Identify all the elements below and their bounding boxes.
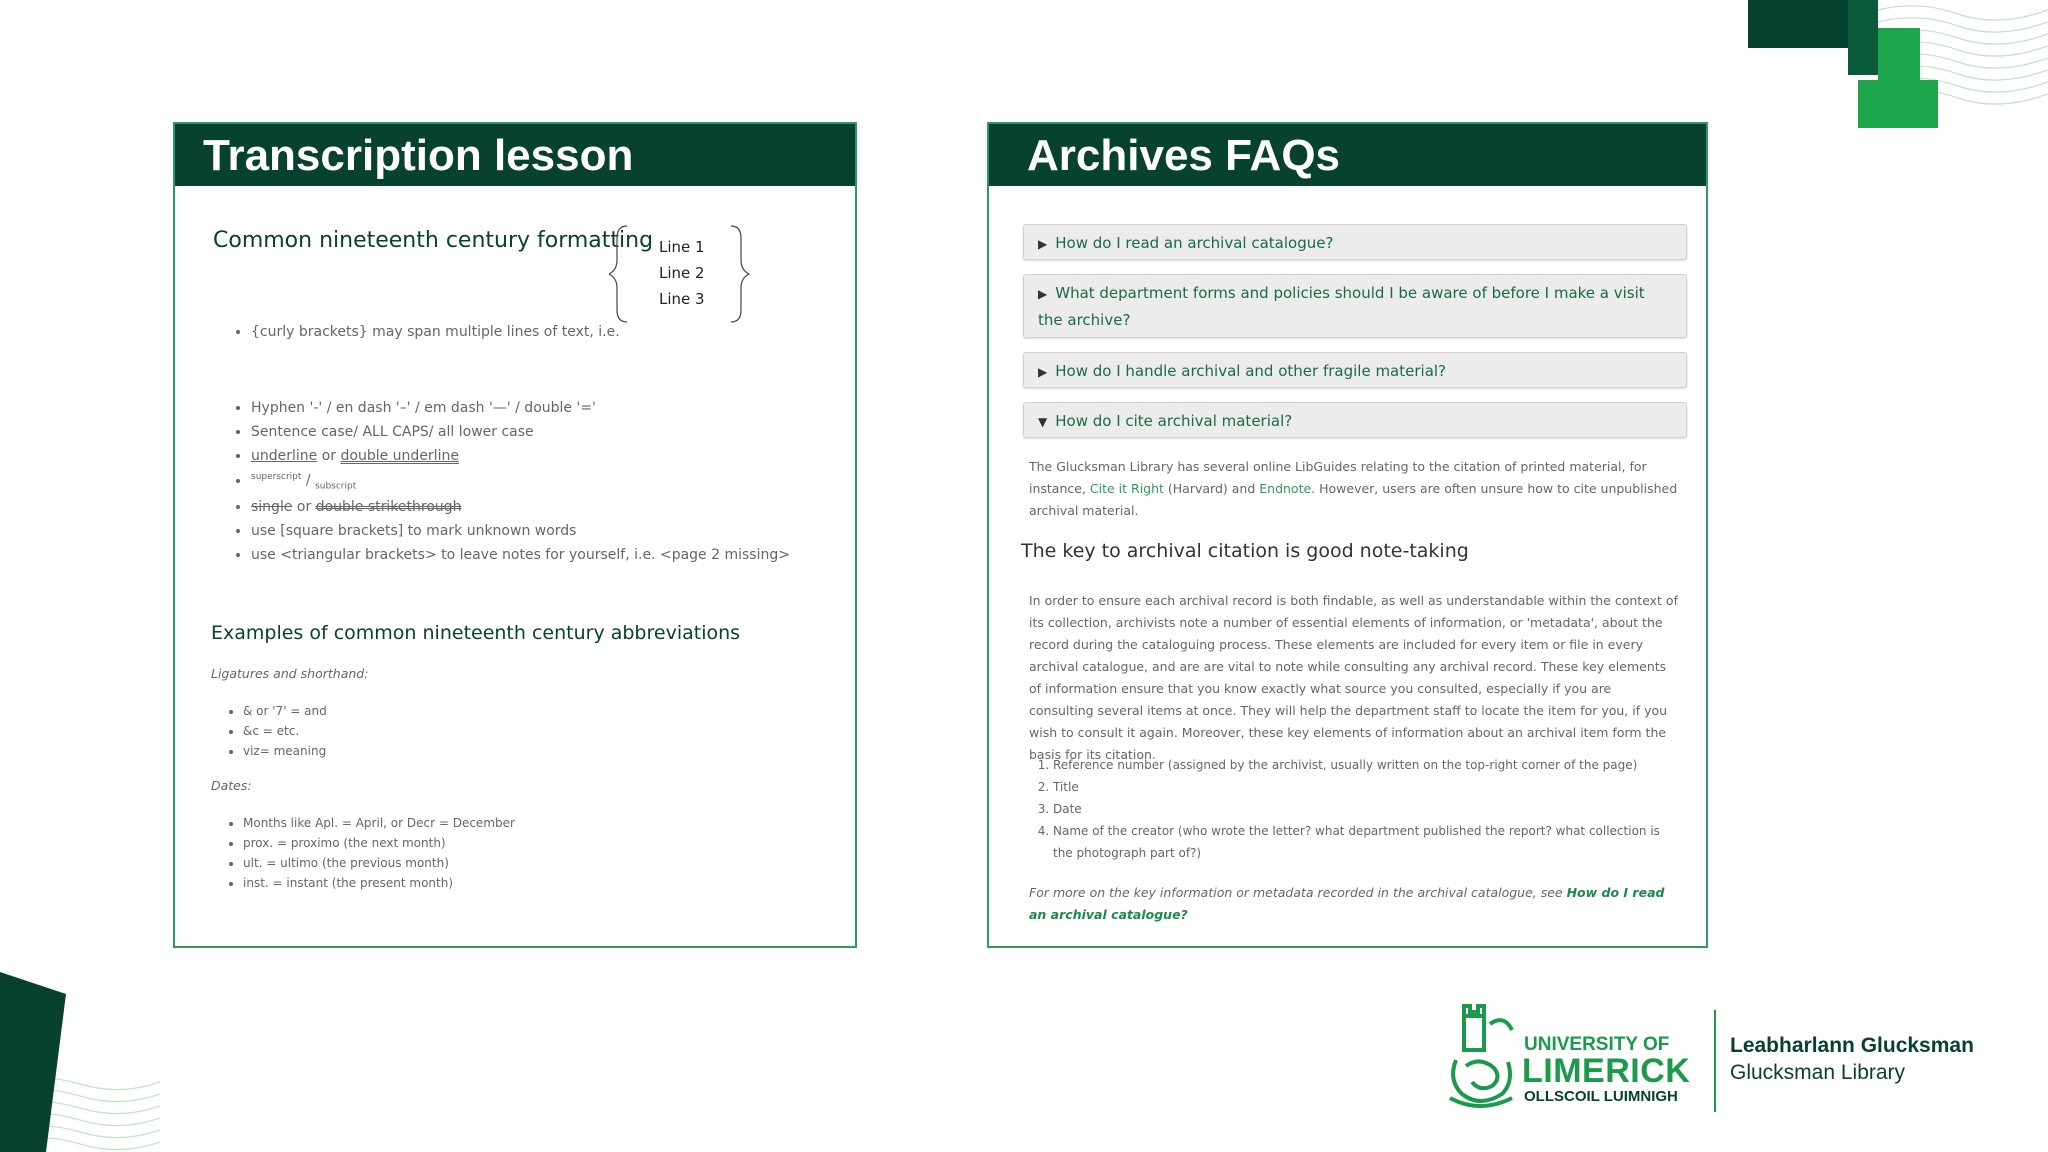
list-item-strikethrough <box>251 499 831 515</box>
library-name-irish: Leabharlann Glucksman <box>1730 1034 1974 1057</box>
note-text: For more on the key information or metadata recorded in the archival catalogue, see <box>1029 885 1567 900</box>
faq-question: How do I handle archival and other fragile material? <box>1055 362 1447 380</box>
double-strikethrough-example: double strikethrough <box>315 499 462 516</box>
list-item-super-sub <box>251 472 831 491</box>
logo-divider <box>1714 1010 1716 1112</box>
list-item-square: • use [square brackets] to mark unknown words <box>251 523 831 539</box>
panel-title: Archives FAQs <box>989 124 1706 186</box>
list-item: 4. Name of the creator (who wrote the letter? what department published the report? what collection is the photograph part of?) <box>1053 820 1683 864</box>
list-item: • Months like Apl. = April, or Decr = December <box>243 816 823 830</box>
faq-handle-fragile[interactable] <box>1023 352 1687 388</box>
ligatures-list <box>243 704 803 764</box>
list-item: • ult. = ultimo (the previous month) <box>243 856 823 870</box>
subscript-example: subscript <box>315 481 357 492</box>
faq-question: What department forms and policies should I be aware of before I make a visit the archive? <box>1038 284 1645 329</box>
list-item-underline <box>251 448 831 464</box>
formatting-list <box>251 400 831 571</box>
transcription-lesson-panel <box>173 122 857 948</box>
curly-line-2: Line 2 <box>659 264 705 282</box>
collapse-arrow-icon: ▼ <box>1038 415 1048 429</box>
list-item-hyphen: • Hyphen '-' / en dash '–' / em dash '—' / double '=' <box>251 400 831 416</box>
faq-cite-material[interactable] <box>1023 402 1687 438</box>
endnote-link[interactable]: Endnote <box>1259 481 1312 496</box>
list-item: 3. Date <box>1053 798 1683 820</box>
list-item-triangular: • use <triangular brackets> to leave notes for yourself, i.e. <page 2 missing> <box>251 547 831 563</box>
list-item: • viz= meaning <box>243 744 803 758</box>
faq-question: How do I read an archival catalogue? <box>1055 234 1334 252</box>
university-of-limerick-logo <box>1446 1004 1691 1115</box>
curly-line-1: Line 1 <box>659 238 705 256</box>
underline-example: underline <box>251 448 318 464</box>
more-info-note <box>1029 882 1679 926</box>
list-item: • inst. = instant (the present month) <box>243 876 823 890</box>
library-name-english: Glucksman Library <box>1730 1061 1906 1084</box>
list-item: • {curly brackets} may span multiple lines of text, i.e. <box>251 324 631 340</box>
dates-list <box>243 816 823 896</box>
list-item: 1. Reference number (assigned by the archivist, usually written on the top-right corner of the page) <box>1053 754 1683 776</box>
uni-line-3: OLLSCOIL LUIMNIGH <box>1524 1088 1678 1105</box>
corner-decoration-bottom-left <box>0 972 160 1152</box>
archives-faqs-panel <box>987 122 1708 948</box>
faq-department-forms[interactable] <box>1023 274 1687 338</box>
curly-bracket-list <box>251 324 631 348</box>
formatting-heading: Common nineteenth century formatting <box>213 228 654 253</box>
citation-elements-list <box>1053 754 1683 864</box>
uni-line-2: LIMERICK <box>1522 1052 1691 1090</box>
superscript-example: superscript <box>251 472 302 482</box>
intro-text: The Glucksman Library has several online LibGuides relating to the citation of printed material, for instance, <box>1029 459 1647 496</box>
or-text: or <box>317 448 341 464</box>
citation-intro <box>1029 456 1679 522</box>
ul-crest-icon <box>1446 1004 1516 1110</box>
panel-title: Transcription lesson <box>175 124 855 186</box>
curly-bracket-example <box>609 224 759 324</box>
abbreviations-heading: Examples of common nineteenth century abbreviations <box>211 622 741 644</box>
citation-body: In order to ensure each archival record is both findable, as well as understandable within the context of its collection, archivists note a number of essential elements of information, or 'metadata', about the record during the cataloguing process. These elements are included for every item or file in every archival catalogue, and are are vital to note while consulting any archival record. These key elements of information ensure that you know exactly what source you consulted, especially if you are consulting several items at once. They will help the department staff to locate the item for you, if you wish to consult it again. Moreover, these key elements of information about an archival item form the basis for its citation. <box>1029 593 1678 762</box>
intro-text: . However, users are often unsure how to cite unpublished archival material. <box>1029 481 1678 518</box>
expand-arrow-icon: ▶ <box>1038 287 1048 301</box>
key-heading: The key to archival citation is good note-taking <box>1021 540 1469 562</box>
expand-arrow-icon: ▶ <box>1038 237 1048 251</box>
intro-text: (Harvard) and <box>1163 481 1260 496</box>
double-underline-example: double underline <box>340 448 459 464</box>
list-item: • & or '7' = and <box>243 704 803 718</box>
cite-it-right-link[interactable]: Cite it Right <box>1089 481 1164 496</box>
slash-text: / <box>301 472 316 489</box>
faq-read-catalogue[interactable] <box>1023 224 1687 260</box>
corner-decoration-top-right <box>1748 0 2048 140</box>
read-catalogue-link[interactable]: How do I read an archival catalogue? <box>1029 885 1665 922</box>
expand-arrow-icon: ▶ <box>1038 365 1048 379</box>
list-item-case: • Sentence case/ ALL CAPS/ all lower case <box>251 424 831 440</box>
list-item: • prox. = proximo (the next month) <box>243 836 823 850</box>
list-item: 2. Title <box>1053 776 1683 798</box>
strikethrough-example: single <box>251 499 293 516</box>
faq-question: How do I cite archival material? <box>1055 412 1293 430</box>
uni-line-1: UNIVERSITY OF <box>1524 1034 1670 1055</box>
or-text: or <box>292 499 316 516</box>
list-item: • &c = etc. <box>243 724 803 738</box>
dates-label: Dates: <box>211 778 252 793</box>
ligatures-label: Ligatures and shorthand: <box>211 666 369 681</box>
curly-line-3: Line 3 <box>659 290 705 308</box>
